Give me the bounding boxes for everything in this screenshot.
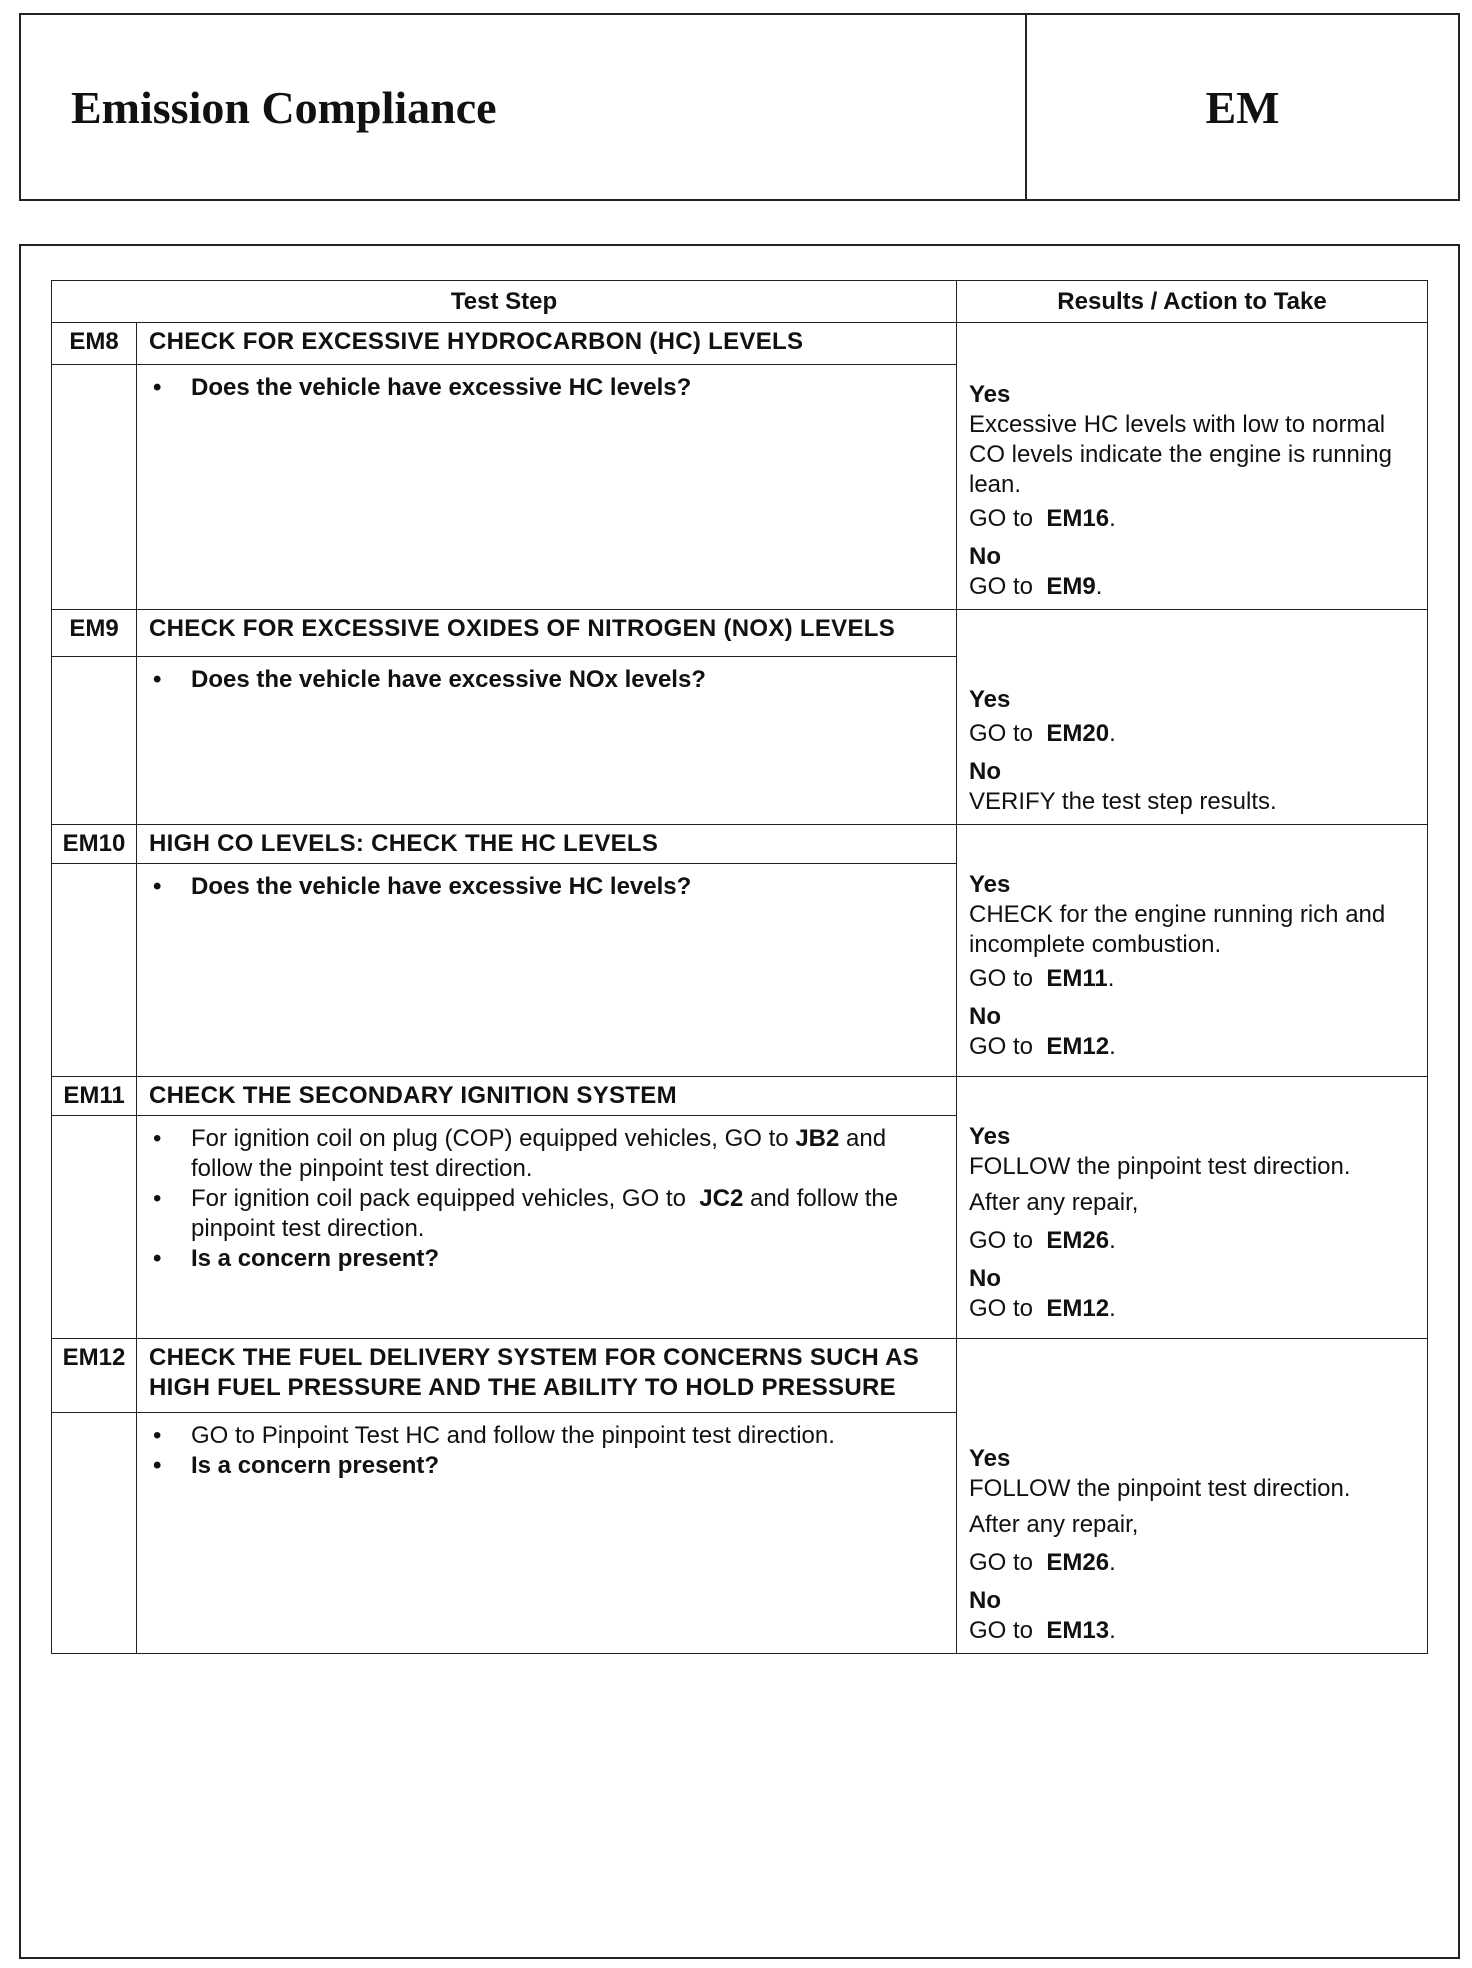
- column-header-results: Results / Action to Take: [957, 281, 1428, 323]
- step-title: HIGH CO LEVELS: CHECK THE HC LEVELS: [137, 825, 957, 864]
- test-reference: JB2: [795, 1125, 840, 1152]
- step-results: [957, 323, 1428, 610]
- step-title-row: [52, 323, 1428, 365]
- goto-instruction: GO to EM26.: [969, 1549, 1116, 1576]
- step-title-row: [52, 1077, 1428, 1116]
- step-id: EM10: [52, 825, 137, 864]
- goto-step-link: EM16: [1046, 505, 1110, 532]
- goto-text: GO to: [969, 720, 1034, 747]
- step-question: • Is a concern present?: [149, 1451, 946, 1481]
- step-instruction: [149, 1184, 946, 1244]
- step-id: EM12: [52, 1339, 137, 1413]
- instruction-text: and follow the pinpoint test direction.: [191, 1185, 899, 1242]
- no-label: No: [969, 1265, 1001, 1292]
- yes-text: FOLLOW the pinpoint test direction.: [969, 1153, 1351, 1180]
- instruction-text: and follow the pinpoint test direction.: [191, 1125, 887, 1182]
- step-body: [137, 1413, 957, 1654]
- goto-instruction: GO to EM13.: [969, 1617, 1116, 1644]
- yes-label: Yes: [969, 871, 1011, 898]
- goto-instruction: GO to EM12.: [969, 1295, 1116, 1322]
- step-id: EM8: [52, 323, 137, 365]
- section-code: EM: [1025, 15, 1458, 199]
- goto-text: GO to: [969, 1295, 1034, 1322]
- goto-step-link: EM26: [1046, 1227, 1110, 1254]
- goto-instruction: GO to EM9.: [969, 573, 1103, 600]
- yes-text: FOLLOW the pinpoint test direction.: [969, 1475, 1351, 1502]
- table-header-row: [52, 281, 1428, 323]
- step-results: [957, 825, 1428, 1077]
- goto-text: GO to: [969, 1549, 1034, 1576]
- goto-step-link: EM26: [1046, 1549, 1110, 1576]
- step-title: CHECK THE SECONDARY IGNITION SYSTEM: [137, 1077, 957, 1116]
- step-question: • Does the vehicle have excessive HC levels?: [149, 872, 946, 902]
- no-text: VERIFY the test step results.: [969, 788, 1277, 815]
- goto-text: GO to: [969, 573, 1034, 600]
- goto-step-link: EM9: [1046, 573, 1096, 600]
- step-title-row: [52, 825, 1428, 864]
- goto-text: GO to: [969, 965, 1034, 992]
- step-title: CHECK THE FUEL DELIVERY SYSTEM FOR CONCERNS SUCH AS HIGH FUEL PRESSURE AND THE ABILITY TO HOLD PRESSURE: [137, 1339, 957, 1413]
- goto-text: GO to: [969, 1227, 1034, 1254]
- step-results: [957, 1339, 1428, 1654]
- no-label: No: [969, 543, 1001, 570]
- goto-instruction: GO to EM11.: [969, 965, 1115, 992]
- no-label: No: [969, 1587, 1001, 1614]
- step-body: [137, 364, 957, 609]
- step-instruction: [149, 1124, 946, 1184]
- step-question: • Is a concern present?: [149, 1244, 946, 1274]
- goto-instruction: GO to EM26.: [969, 1227, 1116, 1254]
- step-title-row: [52, 610, 1428, 657]
- goto-step-link: EM11: [1046, 965, 1108, 992]
- goto-text: GO to: [969, 1033, 1034, 1060]
- yes-label: Yes: [969, 686, 1011, 713]
- step-results: [957, 1077, 1428, 1339]
- yes-label: Yes: [969, 1123, 1011, 1150]
- goto-text: GO to: [969, 1617, 1034, 1644]
- step-id: EM9: [52, 610, 137, 657]
- step-question: • Does the vehicle have excessive HC levels?: [149, 373, 946, 403]
- goto-instruction: GO to EM16.: [969, 505, 1116, 532]
- yes-label: Yes: [969, 381, 1011, 408]
- yes-text: CHECK for the engine running rich and incomplete combustion.: [969, 901, 1386, 958]
- instruction-text: For ignition coil on plug (COP) equipped vehicles, GO to: [191, 1125, 789, 1152]
- step-id: EM11: [52, 1077, 137, 1116]
- goto-text: GO to: [969, 505, 1034, 532]
- goto-step-link: EM13: [1046, 1617, 1110, 1644]
- step-body: [137, 864, 957, 1077]
- instruction-text: For ignition coil pack equipped vehicles, GO to: [191, 1185, 686, 1212]
- step-instruction: • GO to Pinpoint Test HC and follow the pinpoint test direction.: [149, 1421, 946, 1451]
- step-question: • Does the vehicle have excessive NOx levels?: [149, 665, 946, 695]
- goto-instruction: GO to EM20.: [969, 720, 1116, 747]
- yes-label: Yes: [969, 1445, 1011, 1472]
- no-label: No: [969, 758, 1001, 785]
- step-body: [137, 656, 957, 824]
- after-repair-text: After any repair,: [969, 1511, 1139, 1538]
- goto-step-link: EM12: [1046, 1033, 1110, 1060]
- diagnostic-table: [51, 280, 1428, 1654]
- test-reference: JC2: [699, 1185, 744, 1212]
- step-title: CHECK FOR EXCESSIVE OXIDES OF NITROGEN (NOX) LEVELS: [137, 610, 957, 657]
- goto-instruction: GO to EM12.: [969, 1033, 1116, 1060]
- after-repair-text: After any repair,: [969, 1189, 1139, 1216]
- no-label: No: [969, 1003, 1001, 1030]
- goto-step-link: EM20: [1046, 720, 1110, 747]
- step-results: [957, 610, 1428, 825]
- step-body: [137, 1116, 957, 1339]
- column-header-test-step: Test Step: [52, 281, 957, 323]
- step-title-row: [52, 1339, 1428, 1413]
- goto-step-link: EM12: [1046, 1295, 1110, 1322]
- page-title: Emission Compliance: [71, 81, 497, 133]
- page-header: [19, 13, 1460, 201]
- yes-text: Excessive HC levels with low to normal CO levels indicate the engine is running lean.: [969, 411, 1392, 498]
- step-title: CHECK FOR EXCESSIVE HYDROCARBON (HC) LEVELS: [137, 323, 957, 365]
